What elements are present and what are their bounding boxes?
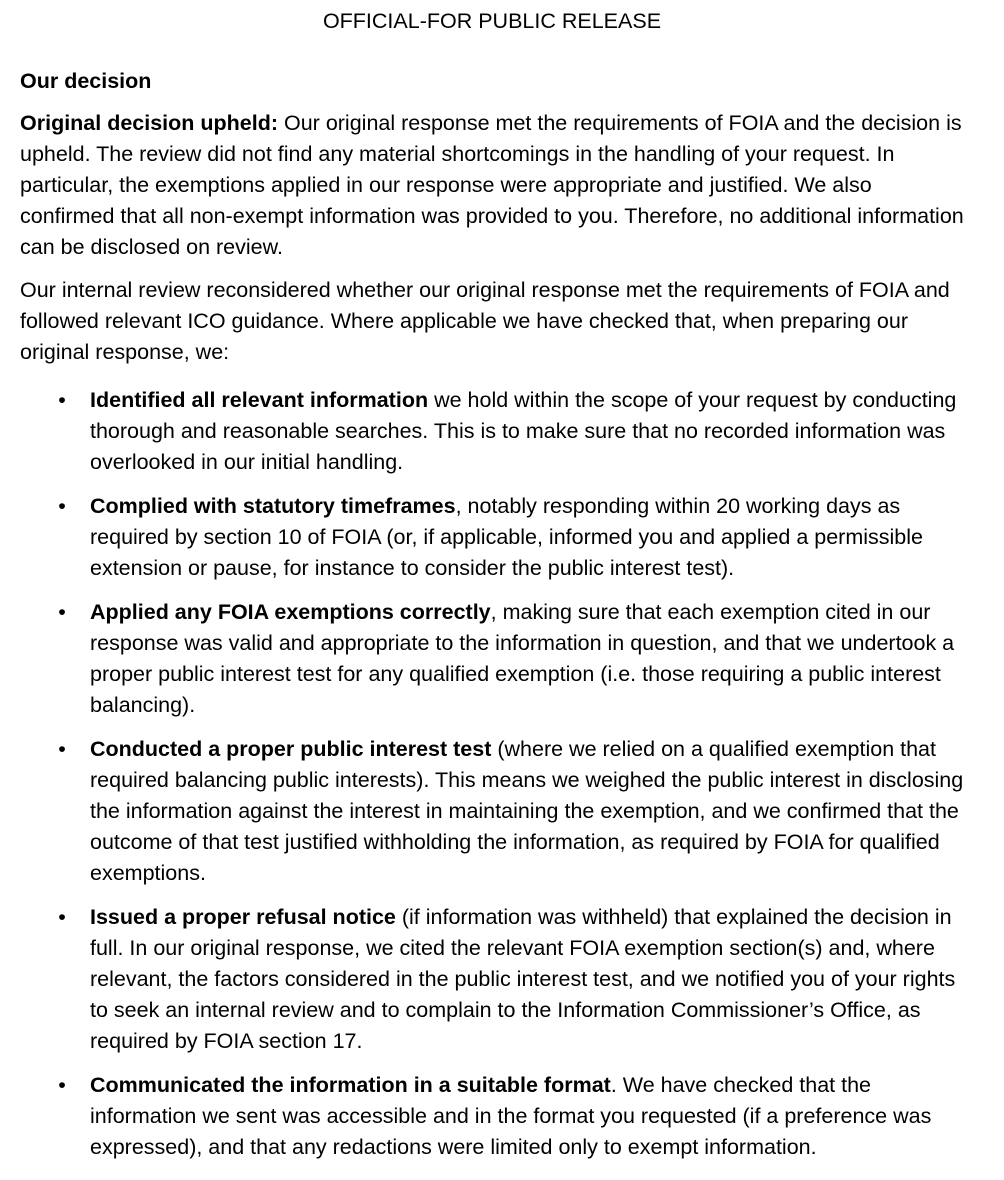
list-item-text: (if information was withheld) that explained the decision in full. In our original response, we cited the relevant FOIA exemption section(s) and, where relevant, the factors considered in the public interest test, and we notified you of your rights to seek an internal review and to complain to the Information Commissioner’s Office, as required by FOIA section 17. xyxy=(90,905,956,1053)
decision-label: Original decision upheld: xyxy=(20,111,279,135)
list-item-text: , notably responding within 20 working days as required by section 10 of FOIA (or, if applicable, informed you and applied a permissible extension or pause, for instance to consider the public interest test). xyxy=(90,494,923,580)
list-item-text: we hold within the scope of your request by conducting thorough and reasonable searches. This is to make sure that no recorded information was overlooked in our initial handling. xyxy=(90,388,957,474)
list-item xyxy=(20,385,964,478)
bullet-icon: • xyxy=(58,600,66,624)
list-item xyxy=(20,1070,964,1163)
list-item-text: . We have checked that the information we sent was accessible and in the format you requested (if a preference was expressed), and that any redactions were limited only to exempt information. xyxy=(90,1073,932,1159)
list-item xyxy=(20,734,964,889)
list-item-bold: Issued a proper refusal notice xyxy=(90,905,396,929)
list-item-text: (where we relied on a qualified exemption that required balancing public interests). This means we weighed the public interest in disclosing the information against the interest in maintaining the exemption, and we confirmed that the outcome of that test justified withholding the information, as required by FOIA for qualified exemptions. xyxy=(90,737,964,885)
bullet-icon: • xyxy=(58,737,66,761)
classification-header: OFFICIAL-FOR PUBLIC RELEASE xyxy=(322,9,662,33)
bullet-icon: • xyxy=(58,905,66,929)
review-paragraph: Our internal review reconsidered whether our original response met the requirements of FOIA and followed relevant ICO guidance. Where applicable we have checked that, when preparing our original response, we: xyxy=(20,278,950,364)
bullet-icon: • xyxy=(58,1073,66,1097)
list-item-bold: Applied any FOIA exemptions correctly xyxy=(90,600,491,624)
checklist xyxy=(20,385,964,1163)
list-item xyxy=(20,597,964,721)
section-heading: Our decision xyxy=(20,69,152,93)
list-item-bold: Conducted a proper public interest test xyxy=(90,737,492,761)
decision-paragraph xyxy=(20,108,964,263)
list-item-bold: Communicated the information in a suitable format xyxy=(90,1073,611,1097)
list-item xyxy=(20,902,964,1057)
bullet-icon: • xyxy=(58,494,66,518)
list-item-bold: Identified all relevant information xyxy=(90,388,429,412)
list-item-text: , making sure that each exemption cited in our response was valid and appropriate to the information in question, and that we undertook a proper public interest test for any qualified exemption (i.e. those requiring a public interest balancing). xyxy=(90,600,955,717)
list-item-bold: Complied with statutory timeframes xyxy=(90,494,456,518)
list-item xyxy=(20,491,964,584)
decision-text: Our original response met the requirements of FOIA and the decision is upheld. The review did not find any material shortcomings in the handling of your request. In particular, the exemptions applied in our response were appropriate and justified. We also confirmed that all non-exempt information was provided to you. Therefore, no additional information can be disclosed on review. xyxy=(20,111,964,259)
bullet-icon: • xyxy=(58,388,66,412)
